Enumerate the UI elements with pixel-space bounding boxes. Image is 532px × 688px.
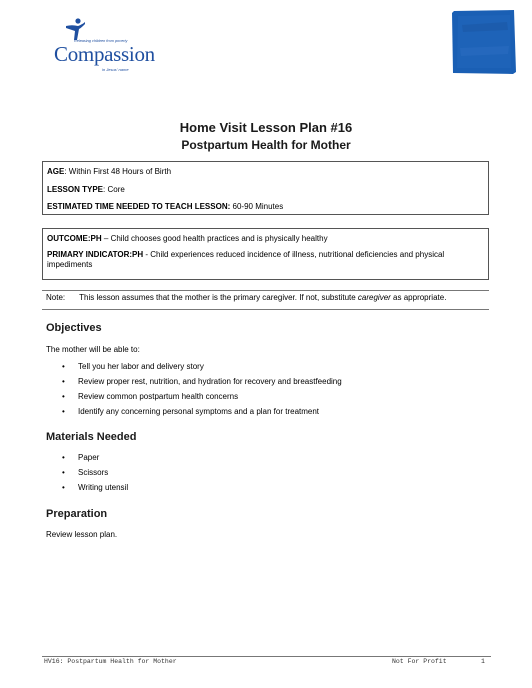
note-text-before: This lesson assumes that the mother is the primary caregiver. If not, substitute	[79, 293, 358, 302]
compassion-logo	[52, 18, 172, 70]
logo-subline: in Jesus' name	[102, 67, 129, 72]
outcome-value: – Child chooses good health practices and is physically healthy	[101, 234, 328, 243]
page-subtitle: Postpartum Health for Mother	[181, 138, 351, 152]
age-label: AGE	[47, 167, 65, 176]
logo-name: Compassion	[54, 42, 155, 66]
page-title: Home Visit Lesson Plan #16	[179, 120, 353, 135]
indicator-label: PRIMARY INDICATOR:PH	[47, 250, 144, 259]
list-item: • Identify any concerning personal symptoms and a plan for treatment	[62, 407, 342, 422]
objectives-intro: The mother will be able to:	[46, 345, 140, 354]
time-row	[47, 202, 484, 212]
lesson-info-box	[42, 161, 489, 215]
list-item: • Tell you her labor and delivery story	[62, 362, 342, 377]
lesson-type-value: : Core	[103, 184, 125, 194]
indicator-value: - Child experiences reduced incidence of illness, nutritional deficiencies and physical impediments	[47, 250, 445, 269]
list-item: • Paper	[62, 453, 128, 468]
note-text-after: as appropriate.	[390, 293, 447, 302]
note-emphasis: caregiver	[357, 293, 391, 302]
note-label: Note:	[46, 293, 66, 302]
preparation-text: Review lesson plan.	[46, 530, 118, 539]
time-value: 60-90 Minutes	[230, 202, 284, 211]
list-item: • Review proper rest, nutrition, and hydration for recovery and breastfeeding	[62, 377, 342, 392]
list-item: • Review common postpartum health concerns	[62, 392, 342, 407]
objectives-list	[62, 362, 342, 422]
time-label: ESTIMATED TIME NEEDED TO TEACH LESSON:	[47, 202, 231, 211]
footer-divider	[42, 656, 491, 657]
materials-list	[62, 453, 128, 498]
page-number: 1	[481, 658, 485, 665]
preparation-heading: Preparation	[46, 508, 108, 520]
materials-heading: Materials Needed	[46, 431, 137, 443]
indicator-row	[47, 250, 484, 270]
age-row	[47, 167, 484, 177]
footer-left: HV16: Postpartum Health for Mother	[44, 658, 177, 665]
outcome-box	[42, 228, 489, 280]
footer-center: Not For Profit	[392, 658, 447, 665]
lesson-type-row	[47, 185, 484, 195]
outcome-row	[47, 234, 484, 244]
objectives-heading: Objectives	[46, 322, 102, 334]
logo-tagline: Releasing children from poverty	[74, 39, 128, 43]
age-value: : Within First 48 Hours of Birth	[64, 167, 172, 176]
list-item: • Scissors	[62, 468, 128, 483]
blue-paint-block	[452, 10, 516, 74]
note-bar	[42, 290, 489, 310]
lesson-type-label: LESSON TYPE	[47, 184, 104, 194]
list-item: • Writing utensil	[62, 483, 128, 498]
outcome-label: OUTCOME:PH	[47, 234, 102, 243]
